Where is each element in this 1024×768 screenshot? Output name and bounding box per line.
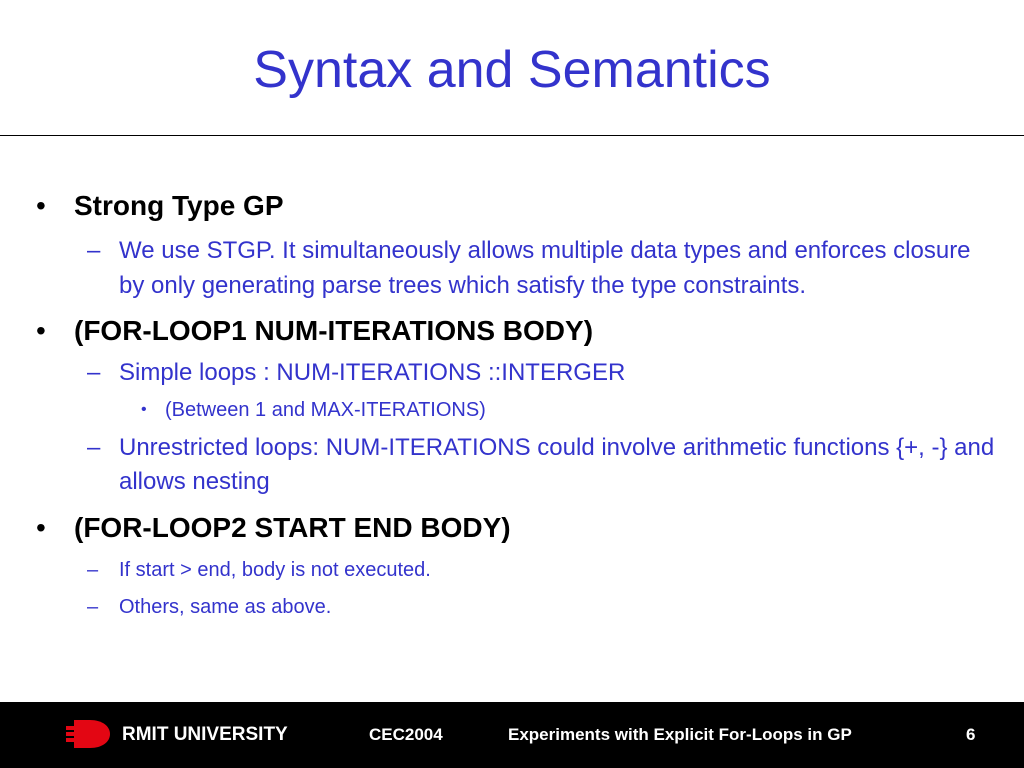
footer-presentation-title: Experiments with Explicit For-Loops in GP — [508, 725, 852, 744]
sub-sub-item-text: (Between 1 and MAX-ITERATIONS) — [165, 398, 486, 421]
sub-item-text: Simple loops : NUM-ITERATIONS ::INTERGER — [119, 359, 626, 386]
footer-bar — [0, 702, 1024, 768]
rmit-logo-icon — [66, 714, 110, 754]
sub-item-text: If start > end, body is not executed. — [119, 558, 431, 581]
sub-item-others — [0, 591, 1024, 624]
bullet-marker: • — [36, 315, 46, 346]
footer-conference: CEC2004 — [369, 725, 443, 744]
sub-item-unrestricted-loops — [0, 431, 1024, 500]
slide-title: Syntax and Semantics — [253, 41, 771, 99]
sub-item-simple-loops — [0, 356, 1024, 391]
sub-item-text: We use STGP. It simultaneously allows multiple data types and enforces closure by only generating parse trees which satisfy the type constraints. — [119, 237, 971, 299]
sub-item-start-end — [0, 554, 1024, 587]
footer-organization: RMIT UNIVERSITY — [122, 724, 288, 745]
dash-marker: – — [87, 595, 99, 618]
sub-item-text: Unrestricted loops: NUM-ITERATIONS could involve arithmetic functions {+, -} and allows nesting — [119, 433, 995, 495]
bullet-heading: Strong Type GP — [74, 190, 284, 221]
dash-marker: – — [87, 433, 101, 461]
bullet-heading: (FOR-LOOP1 NUM-ITERATIONS BODY) — [74, 315, 594, 346]
bullet-marker: • — [36, 190, 46, 221]
bullet-for-loop1 — [0, 311, 1024, 351]
bullet-marker: • — [36, 511, 46, 543]
sub-bullet-marker: • — [141, 400, 147, 418]
title-divider — [0, 135, 1024, 136]
slide-content — [0, 186, 1024, 624]
dash-marker: – — [87, 558, 99, 581]
dash-marker: – — [87, 359, 101, 386]
dash-marker: – — [87, 237, 101, 264]
bullet-heading: (FOR-LOOP2 START END BODY) — [74, 511, 511, 543]
sub-item-text: Others, same as above. — [119, 595, 332, 618]
bullet-for-loop2 — [0, 508, 1024, 548]
footer-page-number: 6 — [966, 725, 976, 744]
sub-sub-item-between — [0, 393, 1024, 427]
sub-item-stgp — [0, 234, 1024, 303]
bullet-strong-type-gp — [0, 186, 1024, 226]
